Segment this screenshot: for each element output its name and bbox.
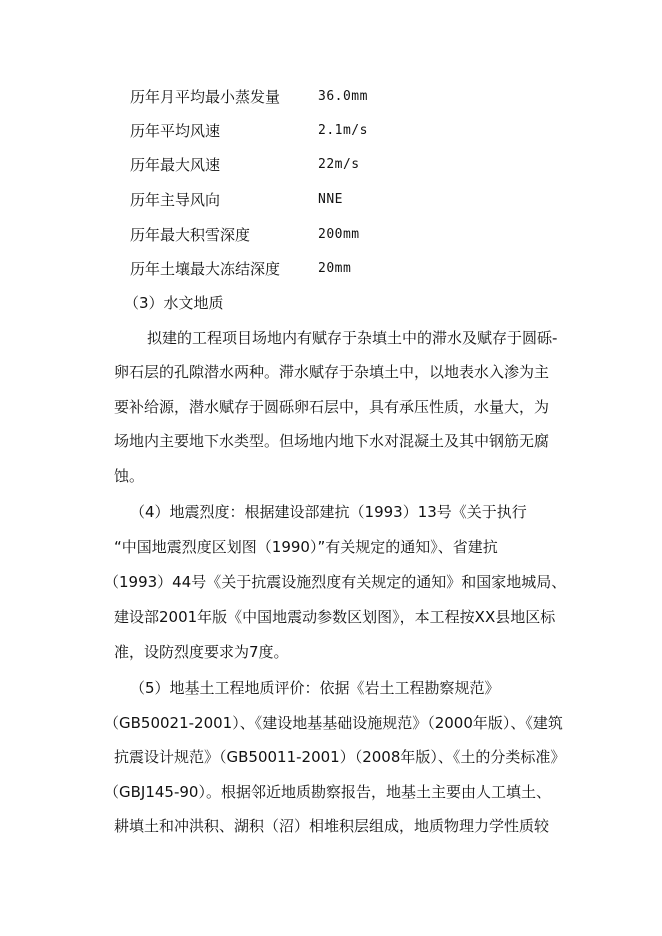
- climate-row-value: 20mm: [318, 261, 352, 276]
- paragraph-line: 拟建的工程项目场地内有赋存于杂填土中的滞水及赋存于圆砾-: [147, 329, 558, 347]
- climate-row-max-wind-speed: [130, 153, 570, 177]
- paragraph-line: 准，设防烈度要求为7度。: [114, 643, 289, 661]
- climate-row-label: 历年土壤最大冻结深度: [130, 260, 281, 278]
- climate-row-value: NNE: [318, 192, 343, 207]
- climate-row-value: 36.0mm: [318, 89, 368, 104]
- paragraph-line: （5）地基土工程地质评价：依据《岩土工程勘察规范》: [130, 679, 500, 697]
- paragraph-line: “中国地震烈度区划图（1990）”有关规定的通知》、省建抗: [114, 538, 498, 556]
- climate-row-avg-wind-speed: [130, 119, 570, 143]
- paragraph-line: （1993）44号《关于抗震设施烈度有关规定的通知》和国家地城局、: [104, 573, 567, 591]
- paragraph-line: 卵石层的孔隙潜水两种。滞水赋存于杂填土中，以地表水入渗为主: [114, 363, 550, 381]
- paragraph-line: 抗震设计规范》（GB50011-2001）（2008年版）、《土的分类标准》: [114, 748, 566, 766]
- climate-row-label: 历年主导风向: [130, 191, 221, 209]
- climate-row-label: 历年最大风速: [130, 156, 221, 174]
- paragraph-line: （GBJ145-90）。根据邻近地质勘察报告，地基土主要由人工填土、: [104, 783, 551, 801]
- climate-row-value: 22m/s: [318, 157, 360, 172]
- paragraph-line: 建设部2001年版《中国地震动参数区划图》，本工程按XX县地区标: [114, 608, 556, 626]
- paragraph-line: （4）地震烈度：根据建设部建抗（1993）13号《关于执行: [130, 503, 527, 521]
- climate-row-min-evaporation: [130, 85, 570, 109]
- section-heading-hydrogeology: （3）水文地质: [124, 294, 224, 312]
- paragraph-line: 要补给源，潜水赋存于圆砾卵石层中，具有承压性质，水量大，为: [114, 398, 550, 416]
- climate-row-label: 历年月平均最小蒸发量: [130, 88, 281, 106]
- paragraph-line: 耕填土和冲洪积、湖积（沼）相堆积层组成，地质物理力学性质较: [114, 817, 550, 835]
- climate-row-max-snow-depth: [130, 223, 570, 247]
- climate-row-label: 历年最大积雪深度: [130, 226, 251, 244]
- climate-row-value: 200mm: [318, 227, 360, 242]
- paragraph-line: 场地内主要地下水类型。但场地内地下水对混凝土及其中钢筋无腐: [114, 432, 550, 450]
- climate-row-max-frost-depth: [130, 257, 570, 281]
- climate-row-label: 历年平均风速: [130, 122, 221, 140]
- climate-row-value: 2.1m/s: [318, 123, 368, 138]
- climate-row-dominant-wind: [130, 188, 570, 212]
- paragraph-line: （GB50021-2001）、《建设地基基础设施规范》（2000年版）、《建筑: [104, 714, 563, 732]
- paragraph-line: 蚀。: [114, 467, 145, 485]
